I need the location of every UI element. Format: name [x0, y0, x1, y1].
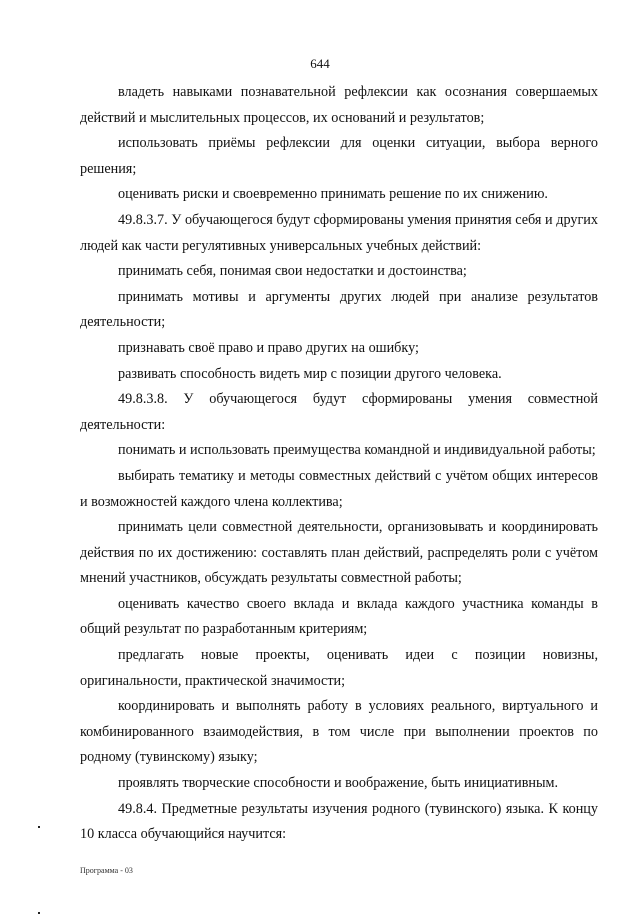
paragraph: понимать и использовать преимущества командной и индивидуальной работы; — [118, 442, 596, 459]
page-number: 644 — [310, 56, 330, 71]
section-paragraph-49-8-4: 49.8.4. Предметные результаты изучения родного (тувинского) языка. К концу 10 класса обучающийся научится: — [80, 800, 598, 843]
section-paragraph-49-8-3-8: 49.8.3.8. У обучающегося будут сформированы умения совместной деятельности: — [80, 391, 598, 433]
paragraph: выбирать тематику и методы совместных действий с учётом общих интересов и возможностей каждого члена коллектива; — [80, 467, 598, 510]
body-text — [80, 80, 598, 848]
paragraph: принимать цели совместной деятельности, организовывать и координировать действия по их достижению: составлять план действий, распределять роли с учётом мнений участников, обсуждать результаты совместной работы; — [80, 519, 598, 587]
paragraph: принимать себя, понимая свои недостатки и достоинства; — [118, 263, 467, 280]
section-paragraph-49-8-3-7: 49.8.3.7. У обучающегося будут сформированы умения принятия себя и других людей как части регулятивных универсальных учебных действий: — [80, 211, 598, 254]
paragraph: оценивать качество своего вклада и вклада каждого участника команды в общий результат по разработанным критериям; — [80, 595, 598, 638]
scan-speck — [38, 912, 40, 914]
paragraph: координировать и выполнять работу в условиях реального, виртуального и комбинированного взаимодействия, в том числе при выполнении проектов по родному (тувинскому) языку; — [80, 698, 598, 766]
scan-speck — [38, 826, 40, 828]
paragraph: владеть навыками познавательной рефлексии как осознания совершаемых действий и мыслительных процессов, их оснований и результатов; — [80, 84, 598, 126]
paragraph: оценивать риски и своевременно принимать решение по их снижению. — [118, 186, 548, 203]
paragraph: признавать своё право и право других на ошибку; — [118, 339, 419, 356]
paragraph: принимать мотивы и аргументы других людей при анализе результатов деятельности; — [80, 288, 598, 331]
paragraph: использовать приёмы рефлексии для оценки ситуации, выбора верного решения; — [80, 135, 598, 177]
paragraph: предлагать новые проекты, оценивать идеи с позиции новизны, оригинальности, практической значимости; — [80, 647, 598, 689]
footer-program-code: Программа - 03 — [80, 866, 133, 875]
paragraph: проявлять творческие способности и воображение, быть инициативным. — [118, 775, 559, 792]
paragraph: развивать способность видеть мир с позиции другого человека. — [118, 365, 502, 382]
